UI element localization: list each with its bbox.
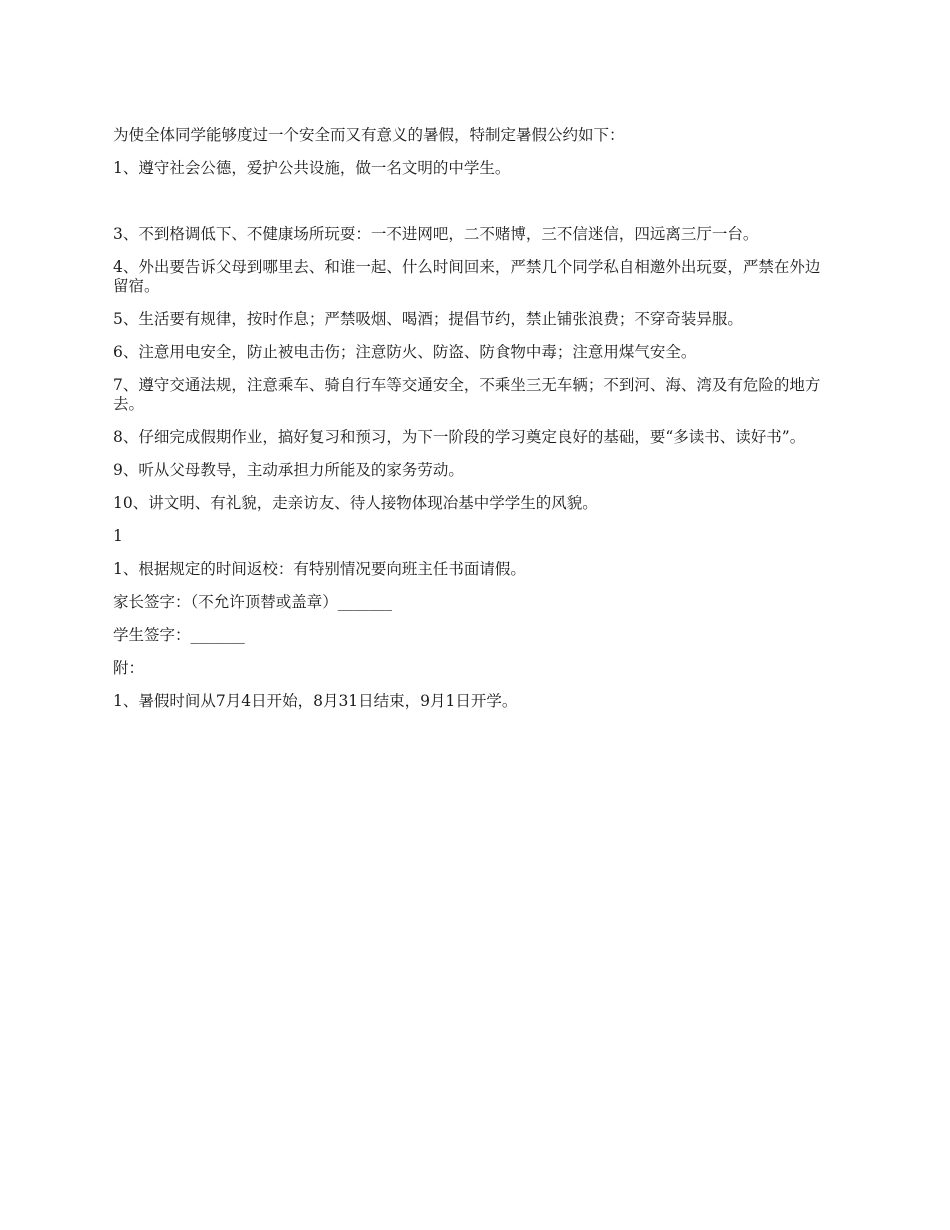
rule-item: 8、仔细完成假期作业，搞好复习和预习，为下一阶段的学习奠定良好的基础，要“多读书、读好书”。 (113, 428, 806, 446)
rule-item: 3、不到格调低下、不健康场所玩耍：一不进网吧，二不赌博，三不信迷信，四远离三厅一台。 (113, 225, 759, 243)
rule-item: 6、注意用电安全，防止被电击伤；注意防火、防盗、防食物中毒；注意用煤气安全。 (113, 343, 697, 361)
page-number: 1 (113, 527, 123, 545)
rule-item: 5、生活要有规律，按时作息；严禁吸烟、喝酒；提倡节约，禁止铺张浪费；不穿奇装异服。 (113, 310, 743, 328)
intro-paragraph: 为使全体同学能够度过一个安全而又有意义的暑假，特制定暑假公约如下： (113, 126, 625, 144)
appendix-label: 附： (113, 659, 145, 677)
blank-gap (113, 192, 835, 225)
rule-item: 4、外出要告诉父母到哪里去、和谁一起、什么时间回来，严禁几个同学私自相邀外出玩耍，严禁在外边留宿。 (113, 258, 821, 295)
document-body (113, 126, 835, 725)
appendix-item: 1、暑假时间从7月4日开始，8月31日结束，9月1日开学。 (113, 692, 518, 710)
parent-signature-line: 家长签字：（不允许顶替或盖章）_______ (113, 593, 393, 611)
rule-item: 10、讲文明、有礼貌，走亲访友、待人接物体现冶基中学学生的风貌。 (113, 494, 598, 512)
rule-item: 9、听从父母教导，主动承担力所能及的家务劳动。 (113, 461, 464, 479)
rule-item: 7、遵守交通法规，注意乘车、骑自行车等交通安全，不乘坐三无车辆；不到河、海、湾及有危险的地方去。 (113, 376, 821, 413)
rule-item: 1、遵守社会公德，爱护公共设施，做一名文明的中学生。 (113, 159, 511, 177)
return-rule: 1、根据规定的时间返校：有特别情况要向班主任书面请假。 (113, 560, 526, 578)
student-signature-line: 学生签字：_______ (113, 626, 245, 644)
